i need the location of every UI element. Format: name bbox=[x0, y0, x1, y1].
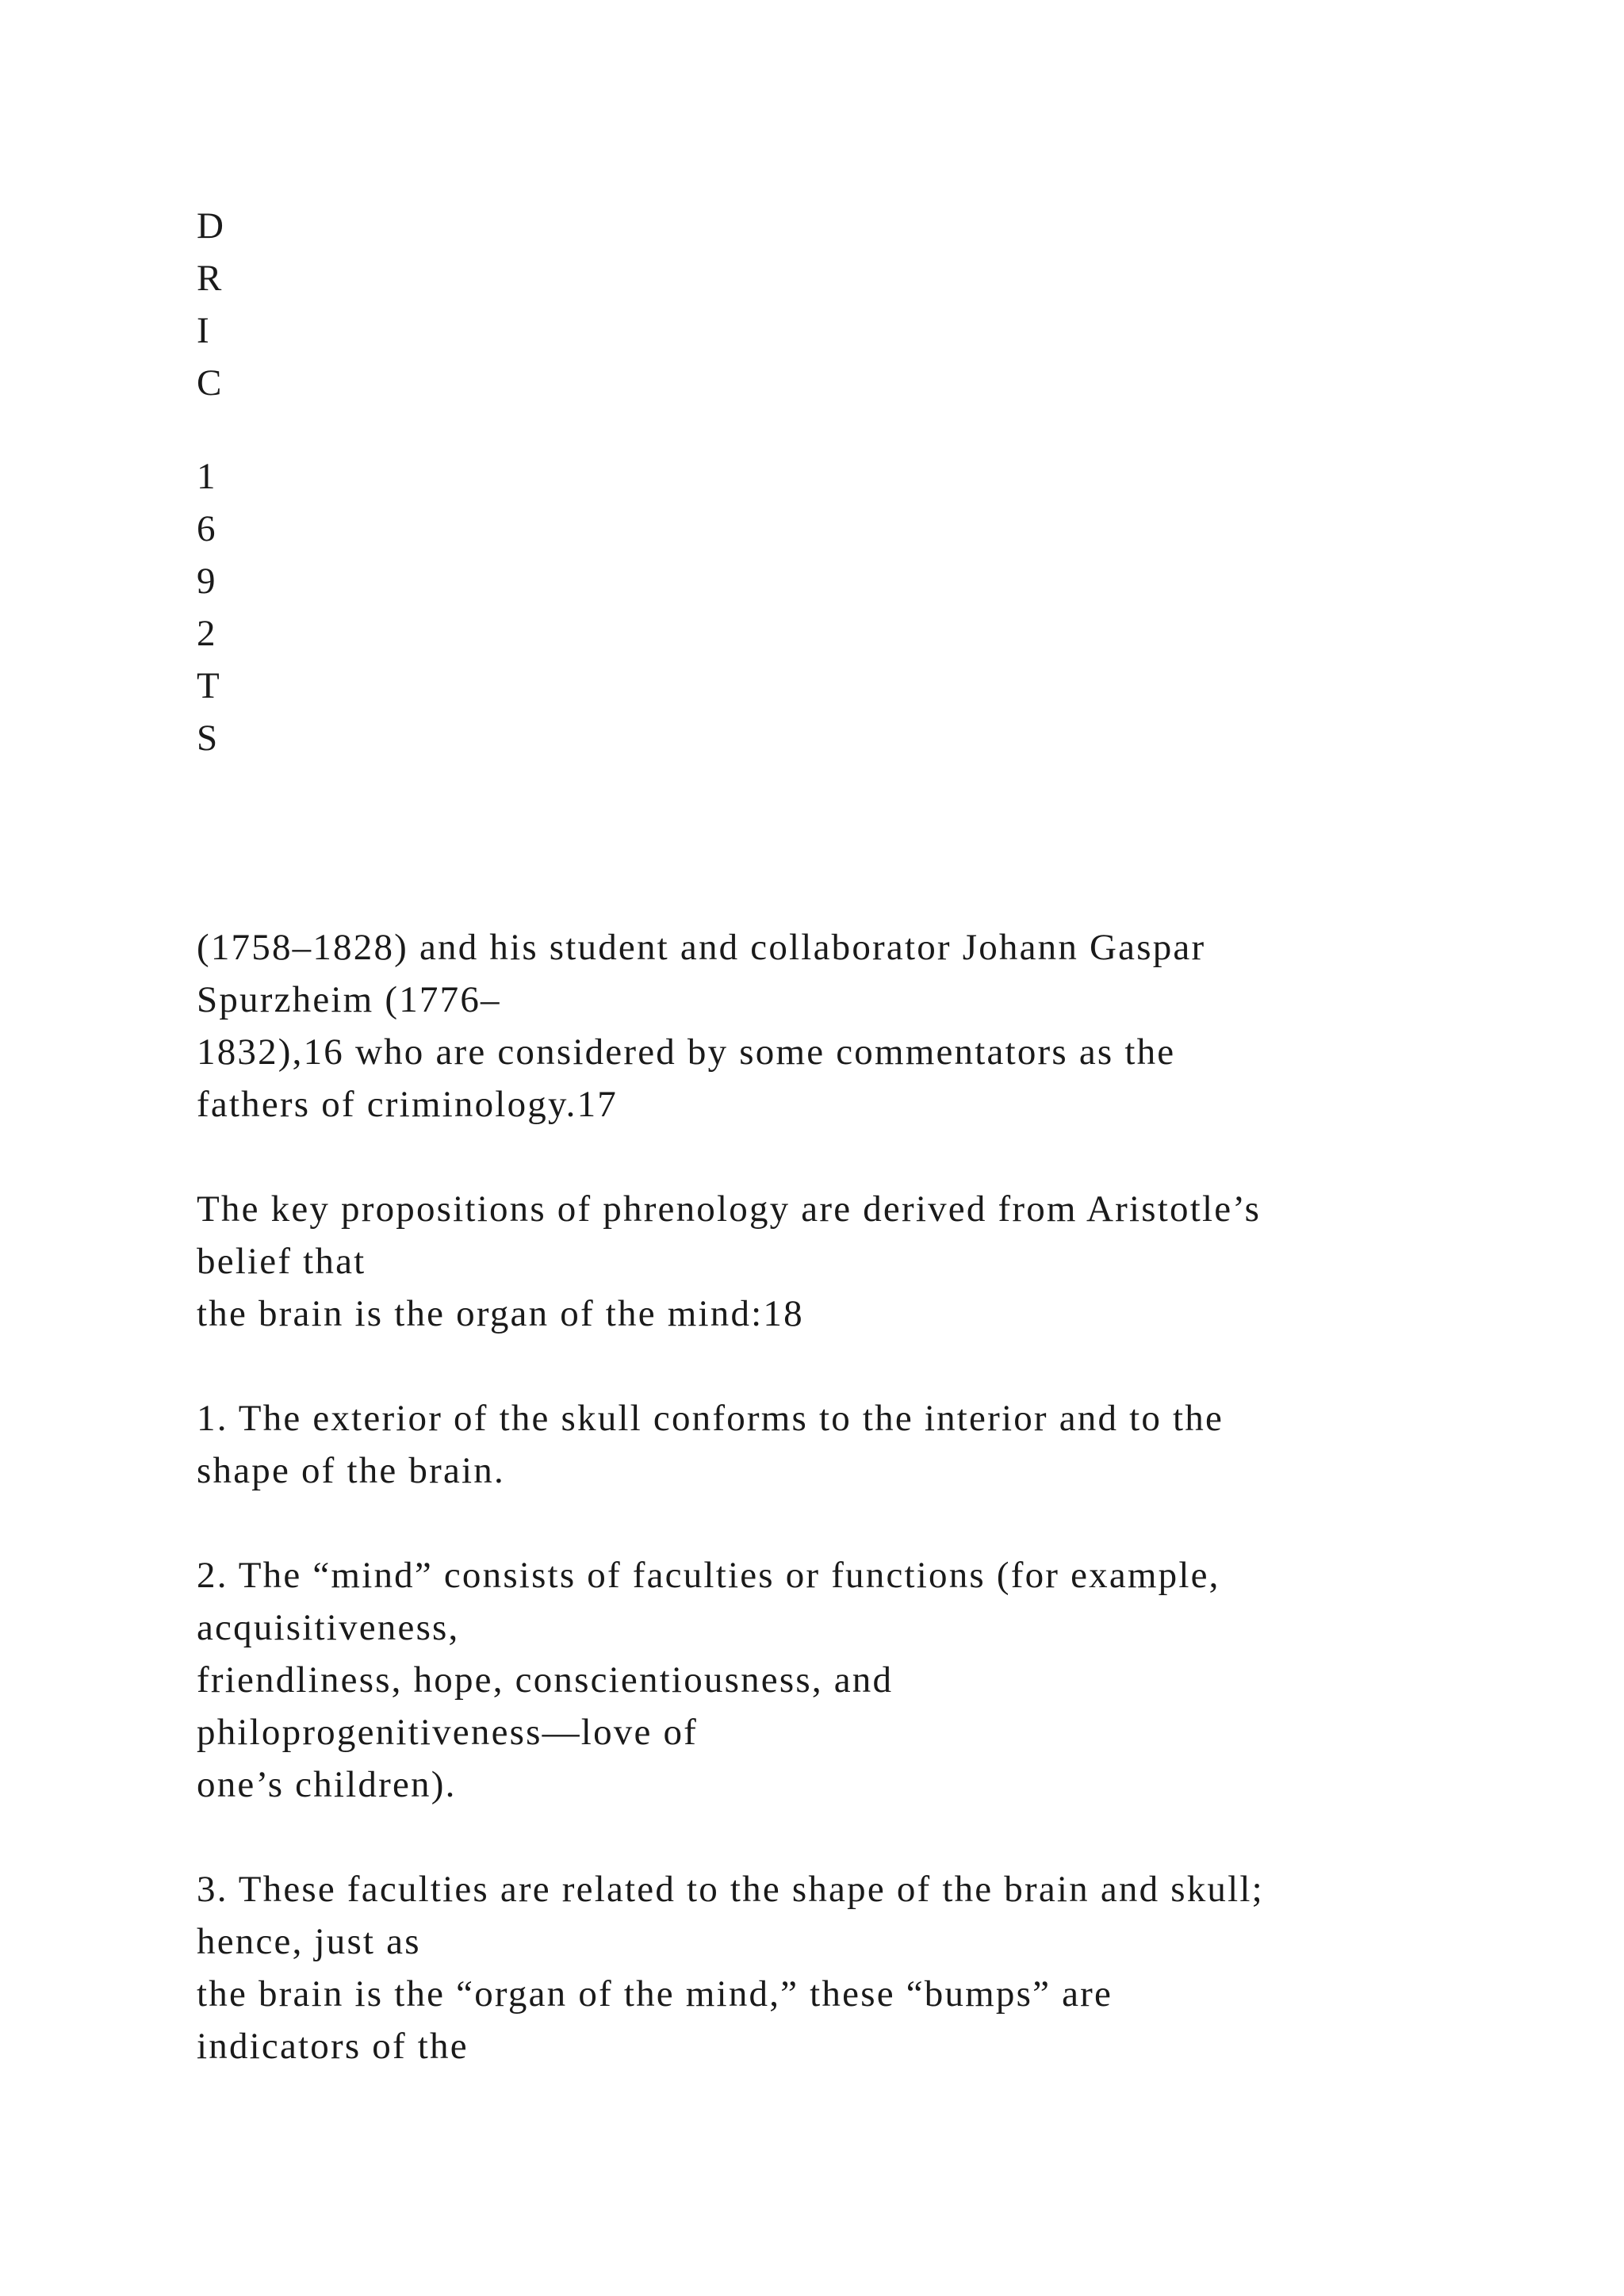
list-item-2 bbox=[197, 1549, 1529, 1811]
vertical-letter-stack bbox=[197, 200, 260, 764]
text-line: one’s children). bbox=[197, 1764, 457, 1805]
paragraph-gall-spurzheim bbox=[197, 921, 1529, 1131]
vertical-stack-gap bbox=[197, 409, 260, 450]
body-text bbox=[197, 921, 1529, 2072]
text-line: (1758–1828) and his student and collaborator Johann Gaspar bbox=[197, 927, 1206, 968]
text-line: indicators of the bbox=[197, 2026, 469, 2067]
vertical-letter: 2 bbox=[197, 613, 216, 654]
vertical-letter: 9 bbox=[197, 561, 216, 602]
text-line: fathers of criminology.17 bbox=[197, 1084, 618, 1125]
vertical-letter: S bbox=[197, 718, 218, 759]
text-line: the brain is the organ of the mind:18 bbox=[197, 1293, 804, 1334]
text-line: acquisitiveness, bbox=[197, 1607, 460, 1648]
vertical-letter: C bbox=[197, 362, 222, 404]
vertical-letter: T bbox=[197, 665, 220, 706]
list-item-1 bbox=[197, 1392, 1529, 1497]
vertical-letter: R bbox=[197, 258, 222, 299]
text-line: Spurzheim (1776– bbox=[197, 979, 501, 1020]
text-line: belief that bbox=[197, 1241, 366, 1282]
text-line: 3. These faculties are related to the shape of the brain and skull; bbox=[197, 1869, 1264, 1910]
text-line: hence, just as bbox=[197, 1921, 421, 1962]
vertical-letter: I bbox=[197, 310, 209, 351]
text-line: 1. The exterior of the skull conforms to the interior and to the bbox=[197, 1398, 1224, 1439]
text-line: friendliness, hope, conscientiousness, and bbox=[197, 1659, 894, 1701]
vertical-letter: D bbox=[197, 205, 224, 247]
vertical-letter: 6 bbox=[197, 508, 216, 549]
vertical-letter: 1 bbox=[197, 456, 216, 497]
list-item-3 bbox=[197, 1863, 1529, 2072]
paragraph-key-propositions bbox=[197, 1183, 1529, 1340]
text-line: 2. The “mind” consists of faculties or functions (for example, bbox=[197, 1555, 1220, 1596]
text-line: 1832),16 who are considered by some commentators as the bbox=[197, 1031, 1176, 1073]
text-line: the brain is the “organ of the mind,” these “bumps” are bbox=[197, 1973, 1113, 2015]
text-line: philoprogenitiveness—love of bbox=[197, 1712, 699, 1753]
text-line: The key propositions of phrenology are derived from Aristotle’s bbox=[197, 1188, 1262, 1230]
text-line: shape of the brain. bbox=[197, 1450, 505, 1491]
